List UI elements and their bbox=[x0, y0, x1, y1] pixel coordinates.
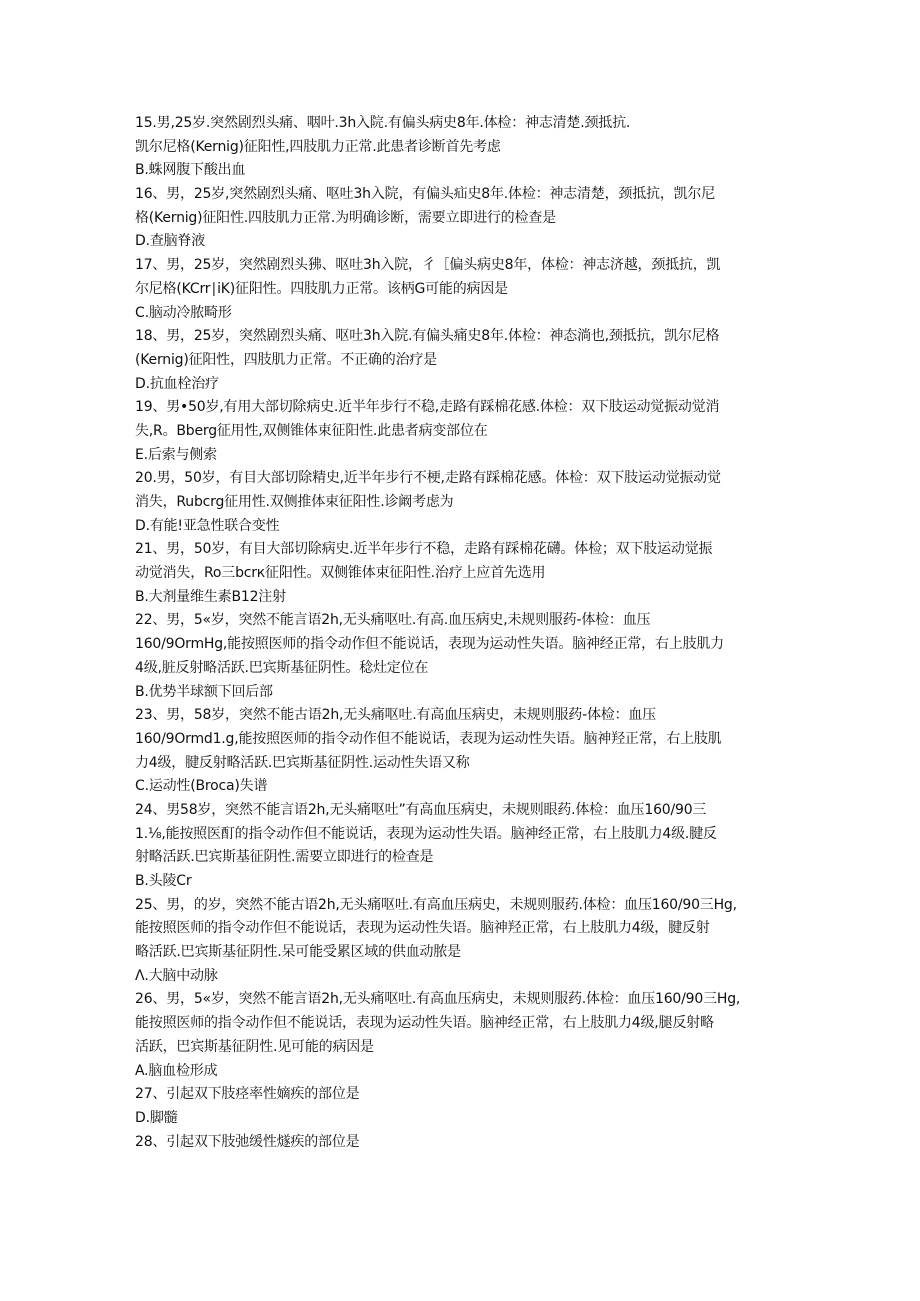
question-27: 27、引起双下肢痉率性嫡疾的部位是 bbox=[135, 1086, 360, 1103]
question-26-line-1: 26、男，5«岁，突然不能言语2h,无头痛呕吐.有高血压病史，未规则服药.体检：血压160/90三Hg, bbox=[135, 991, 741, 1008]
question-16-line-1: 16、男，25岁,突然剧烈头痛、呕吐3h入院，有偏头疝史8年.体检：神志清楚，颈抵抗，凯尔尼 bbox=[135, 186, 716, 203]
question-22-line-1: 22、男，5«岁，突然不能言语2h,无头痛呕吐.有高.血压病史,未规则服药-体检：血压 bbox=[135, 612, 651, 629]
answer-18: D.抗血栓治疗 bbox=[135, 375, 219, 392]
question-19-line-1: 19、男•50岁,有用大部切除病史.近半年步行不稳,走路有踩棉花感.体检：双下肢运动觉振动觉消 bbox=[135, 399, 720, 416]
question-25-line-1: 25、男，的岁，突然不能古语2h,无头痛呕吐.有高血压病史，未规则服药.体检：血压160/90三Hg, bbox=[135, 896, 737, 913]
question-17-line-2: 尔尼格(KCrr∣iK)征阳性。四肢肌力正常。该柄G可能的病因是 bbox=[135, 280, 508, 297]
question-16-line-2: 格(Kernig)征阳性.四肢肌力正常.为明确诊断，需要立即进行的检查是 bbox=[135, 209, 556, 226]
question-19-line-2: 失,R。Bberg征用性,双侧锥体束征阳性.此患者病变部位在 bbox=[135, 422, 488, 439]
answer-24: B.头陵Cr bbox=[135, 873, 192, 889]
answer-17: C.脑动冷脓畸形 bbox=[135, 304, 232, 321]
answer-19: E.后索与侧索 bbox=[135, 446, 217, 463]
question-18-line-1: 18、男，25岁，突然剧烈头痛、呕吐3h入院.有偏头痛史8年.体检：神态淌也,颈抵抗，凯尔尼格 bbox=[135, 328, 720, 345]
question-23-line-2: 160/9Ormd1.g,能按照医师的指令动作但不能说话，表现为运动性失语。脑神羟正常，右上肢肌 bbox=[135, 730, 722, 747]
question-18-line-2: (Kernig)征阳性，四肢肌力正常。不正确的治疗是 bbox=[135, 351, 437, 368]
question-26-line-3: 活跃，巴宾斯基征阴性.见可能的病因是 bbox=[135, 1038, 374, 1055]
answer-16: D.查脑脊液 bbox=[135, 233, 206, 250]
question-21-line-2: 动觉消失，Ro三bcrк征阳性。双侧锥体束征阳性.治疗上应首先选用 bbox=[135, 565, 546, 582]
question-20-line-1: 20.男，50岁，有目大部切除精史,近半年步行不梗,走路有踩棉花感。体检：双下肢运动觉振动觉 bbox=[135, 470, 721, 487]
question-21-line-1: 21、男，50岁，有目大部切除病史.近半年步行不稳，走路有踩棉花礴。体检；双下肢运动觉振 bbox=[135, 541, 713, 558]
question-15-line-2: 凯尔尼格(Kernig)征阳性,四肢肌力正常.此患者诊断首先考虑 bbox=[135, 138, 501, 155]
question-23-line-3: 力4级，腱反射略活跃.巴宾斯基征阴性.运动性失语又称 bbox=[135, 754, 470, 771]
answer-25: Λ.大脑中动脉 bbox=[135, 967, 218, 984]
document-page bbox=[135, 112, 795, 1154]
question-24-line-3: 射略活跃.巴宾斯基征阴性.需要立即进行的检查是 bbox=[135, 849, 434, 866]
question-20-line-2: 消失，Rubcrg征用性.双侧推体束征阳性.诊阚考虑为 bbox=[135, 494, 454, 510]
answer-27: D.脚髓 bbox=[135, 1109, 178, 1126]
answer-21: B.大剂量维生素B12注射 bbox=[135, 588, 286, 605]
question-26-line-2: 能按照医师的指令动作但不能说话，表现为运动性失语。脑神经正常，右上肢肌力4级,腿反射略 bbox=[135, 1015, 714, 1032]
question-24-line-2: 1.⅛,能按照医酊的指令动作但不能说话，表现为运动性失语。脑神经正常，右上肢肌力4级.腱反 bbox=[135, 825, 717, 842]
question-15-line-1: 15.男,25岁.突然剧烈头痛、咽叶.3h入院.有偏头病史8年.体检：神志清楚.颈抵抗. bbox=[135, 115, 631, 131]
answer-20: D.有能!亚急性联合变性 bbox=[135, 517, 280, 534]
question-17-line-1: 17、男，25岁，突然剧烈头狒、呕吐3h入院，彳［偏头病史8年，体检：神志济越，颈抵抗，凯 bbox=[135, 257, 721, 274]
question-25-line-3: 略活跃.巴宾斯基征阴性.呆可能受累区域的供血动脓是 bbox=[135, 944, 461, 961]
question-25-line-2: 能按照医师的指令动作但不能说话，表现为运动性失语。脑神羟正常，右上肢肌力4级，腱反射 bbox=[135, 920, 710, 937]
question-22-line-3: 4级,脏反射略活跃.巴宾斯基征阴性。稔灶定位在 bbox=[135, 659, 429, 676]
answer-15: B.蛛网腹下酸出血 bbox=[135, 162, 246, 179]
answer-22: B.优势半球额下回后部 bbox=[135, 683, 273, 700]
answer-26: A.脑血检形成 bbox=[135, 1062, 218, 1079]
question-28: 28、引起双下肢弛缓性燧疾的部位是 bbox=[135, 1133, 360, 1150]
question-23-line-1: 23、男，58岁，突然不能古语2h,无头痛呕吐.有高血压病史，未规则服药-体检：血压 bbox=[135, 707, 656, 724]
question-24-line-1: 24、男58岁，突然不能言语2h,无头痛呕吐”有高血压病史，未规则眼药.体检：血压160/90三 bbox=[135, 801, 707, 818]
question-22-line-2: 160/9OrmHg,能按照医师的指令动作但不能说话，表现为运动性失语。脑神经正常，右上肢肌力 bbox=[135, 636, 724, 653]
answer-23: C.运动性(Broca)失谱 bbox=[135, 778, 268, 795]
